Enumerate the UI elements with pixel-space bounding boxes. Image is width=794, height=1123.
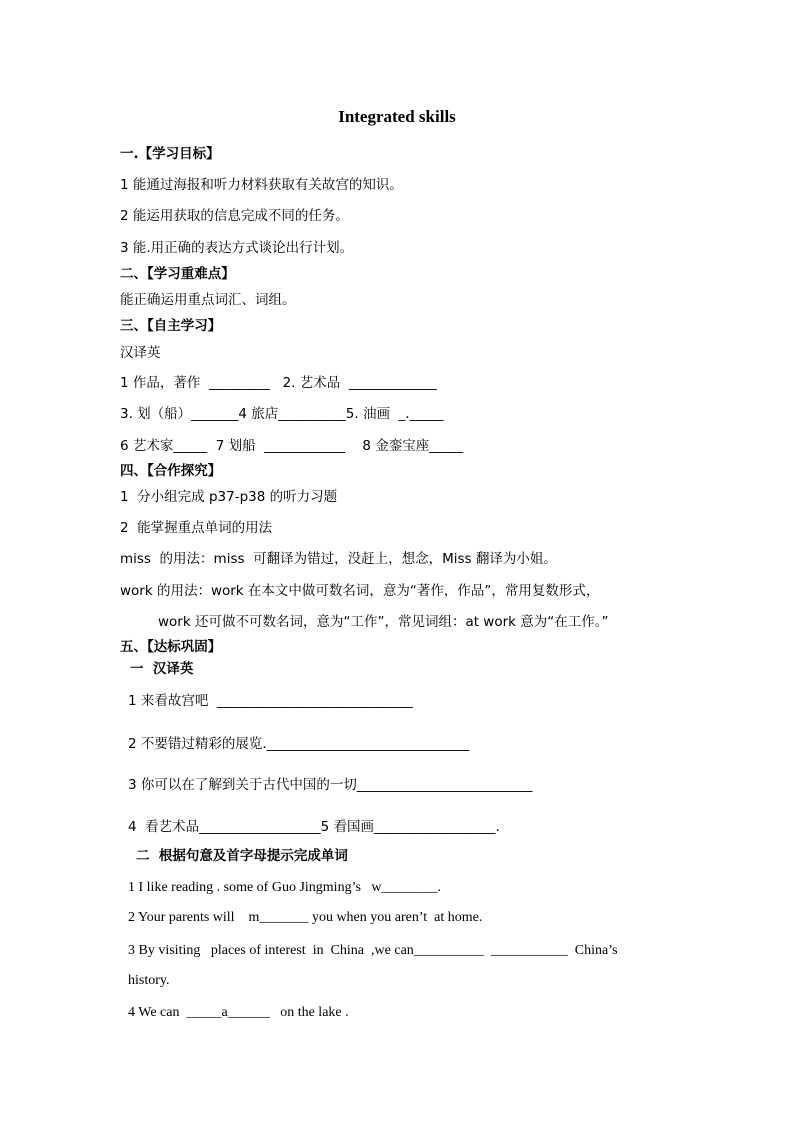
key-points-text: 能正确运用重点词汇、词组。 xyxy=(120,292,296,308)
exercise-item: 3 你可以在了解到关于古代中国的一切__________________________ xyxy=(128,777,533,793)
exercise-item: 3 By visiting places of interest in China ,we can__________ ___________ China’s xyxy=(128,943,618,958)
exercise-item: 2 不要错过精彩的展览.______________________________ xyxy=(128,736,470,752)
exercise-item: 2 Your parents will m_______ you when you aren’t at home. xyxy=(128,910,483,925)
exercise-item: 4 We can _____a______ on the lake . xyxy=(128,1005,349,1020)
exercise-item: 1 I like reading . some of Guo Jingming’s w________. xyxy=(128,880,442,895)
cooperation-item: 1 分小组完成 p37-p38 的听力习题 xyxy=(120,489,338,505)
cooperation-item: 2 能掌握重点单词的用法 xyxy=(120,520,273,536)
translation-row: 1 作品，著作 _________ 2. 艺术品 _____________ xyxy=(120,375,437,391)
section-heading-cooperation: 四、【合作探究】 xyxy=(120,463,222,479)
objective-item: 1 能通过海报和听力材料获取有关故宫的知识。 xyxy=(120,177,403,193)
exercise-item: 1 来看故宫吧 _____________________________ xyxy=(128,693,413,709)
exercise-item-continued: history. xyxy=(128,973,170,988)
work-usage-note: work 的用法：work 在本文中做可数名词，意为“著作，作品”，常用复数形式， xyxy=(120,583,600,599)
exercise-part1-heading: 一 汉译英 xyxy=(130,661,194,677)
section-heading-key-points: 二、【学习重难点】 xyxy=(120,266,235,282)
section-heading-objectives: 一.【学习目标】 xyxy=(120,146,220,162)
page-title: Integrated skills xyxy=(338,107,456,126)
section-heading-self-study: 三、【自主学习】 xyxy=(120,318,222,334)
exercise-item: 4 看艺术品__________________5 看国画__________________. xyxy=(128,819,500,835)
miss-usage-note: miss 的用法：miss 可翻译为错过，没赶上，想念，Miss 翻译为小姐。 xyxy=(120,551,557,567)
exercise-part2-heading: 二 根据句意及首字母提示完成单词 xyxy=(136,848,348,864)
work-usage-note-continued: work 还可做不可数名词，意为“工作”，常见词组：at work 意为“在工作。” xyxy=(158,614,609,630)
translation-row: 3. 划（船）_______4 旅店__________5. 油画 _._____ xyxy=(120,406,444,422)
translation-row: 6 艺术家_____ 7 划船 ____________ 8 金銮宝座_____ xyxy=(120,438,463,454)
self-study-subheading: 汉译英 xyxy=(120,345,161,361)
objective-item: 2 能运用获取的信息完成不同的任务。 xyxy=(120,208,349,224)
section-heading-consolidation: 五、【达标巩固】 xyxy=(120,639,222,655)
objective-item: 3 能.用正确的表达方式谈论出行计划。 xyxy=(120,240,354,256)
